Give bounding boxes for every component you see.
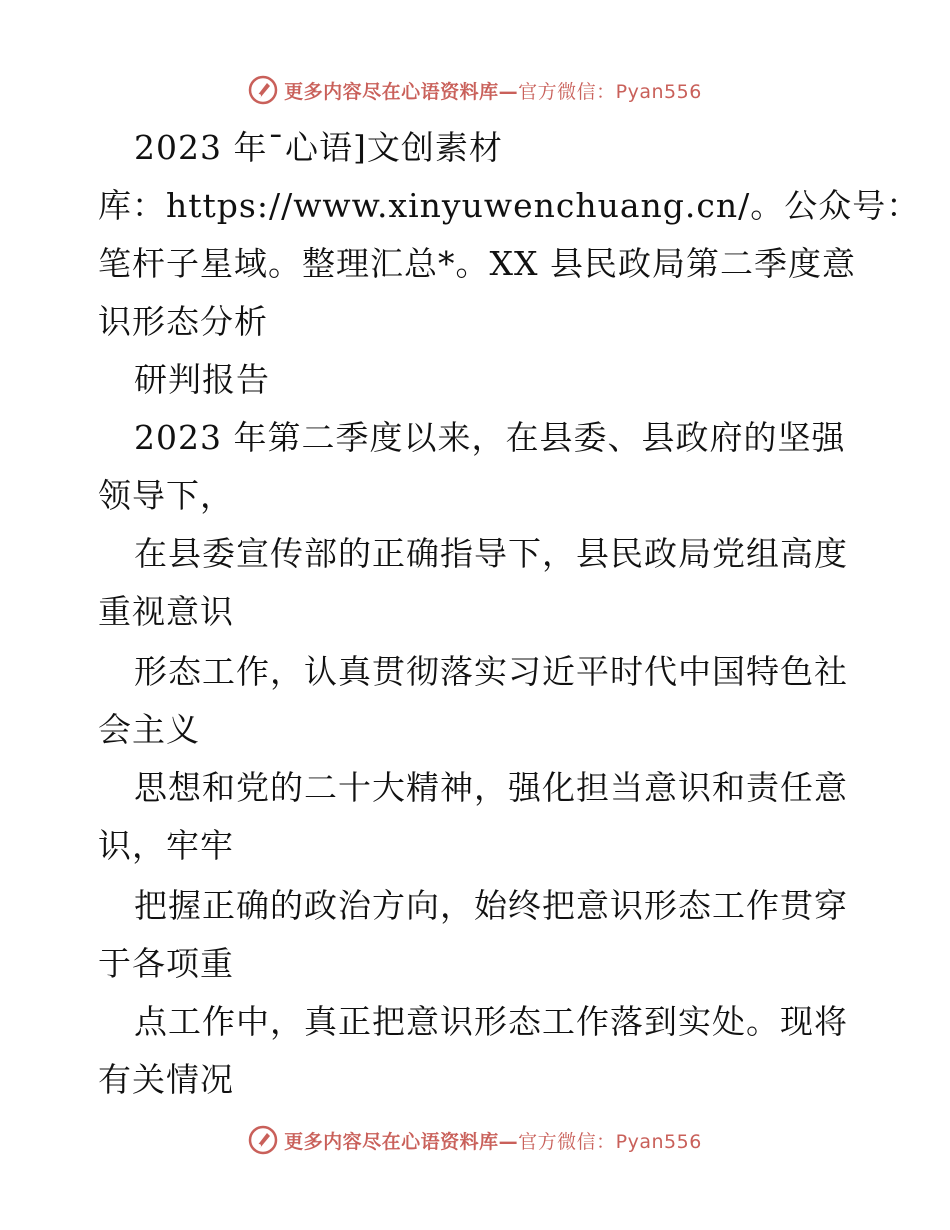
watermark-wechat-text: 官方微信：Pyan556 (518, 80, 702, 103)
watermark-separator: — (498, 1130, 519, 1153)
text-line: 研判报告 (134, 360, 270, 399)
footer-watermark-banner (0, 1120, 950, 1160)
text-line: 形态工作，认真贯彻落实习近平时代中国特色社 (134, 652, 848, 691)
watermark-main-text: 更多内容尽在心语资料库 (284, 80, 499, 103)
text-line: 识，牢牢 (98, 826, 234, 865)
text-line: 点工作中，真正把意识形态工作落到实处。现将 (134, 1002, 848, 1041)
text-line: 领导下， (98, 476, 234, 515)
text-line: 思想和党的二十大精神，强化担当意识和责任意 (134, 768, 848, 807)
text-line: 库：https://www.xinyuwenchuang.cn/。公众号： (98, 186, 921, 225)
text-line: 识形态分析 (98, 302, 268, 341)
text-line: 有关情况 (98, 1060, 234, 1099)
text-line: 会主义 (98, 710, 200, 749)
text-line: 笔杆子星域。整理汇总*。XX 县民政局第二季度意 (98, 244, 856, 283)
text-line: 2023 年第二季度以来，在县委、县政府的坚强 (134, 418, 846, 457)
text-line: 2023 年¯心语]文创素材 (134, 128, 503, 167)
watermark-main-text: 更多内容尽在心语资料库 (284, 1130, 499, 1153)
pen-nib-logo-icon (248, 1125, 278, 1155)
text-line: 在县委宣传部的正确指导下，县民政局党组高度 (134, 534, 848, 573)
text-line: 把握正确的政治方向，始终把意识形态工作贯穿 (134, 886, 848, 925)
watermark-text (284, 1127, 702, 1154)
text-line: 于各项重 (98, 944, 234, 983)
header-watermark-banner (0, 70, 950, 110)
pen-nib-logo-icon (248, 75, 278, 105)
watermark-separator: — (498, 80, 519, 103)
watermark-wechat-text: 官方微信：Pyan556 (518, 1130, 702, 1153)
text-line: 重视意识 (98, 592, 234, 631)
watermark-text (284, 77, 702, 104)
